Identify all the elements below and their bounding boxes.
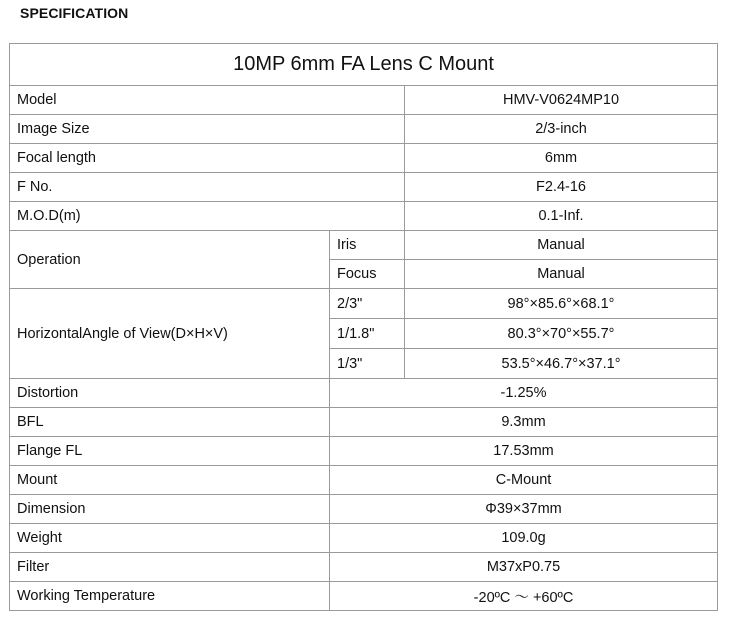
spec-sublabel: 2/3" — [330, 289, 405, 319]
spec-value: Manual — [405, 231, 718, 260]
section-heading: SPECIFICATION — [20, 5, 129, 21]
table-row — [10, 173, 718, 202]
table-row — [10, 437, 718, 466]
table-row — [10, 553, 718, 582]
table-row — [10, 86, 718, 115]
spec-label: Image Size — [10, 115, 405, 144]
spec-value: 98°×85.6°×68.1° — [405, 289, 718, 319]
angle-of-view-label: HorizontalAngle of View(D×H×V) — [10, 289, 330, 379]
spec-value: C-Mount — [330, 466, 718, 495]
spec-value: F2.4-16 — [405, 173, 718, 202]
spec-value: -1.25% — [330, 379, 718, 408]
spec-sublabel: 1/3" — [330, 349, 405, 379]
spec-label: Model — [10, 86, 405, 115]
spec-value: HMV-V0624MP10 — [405, 86, 718, 115]
spec-value: 53.5°×46.7°×37.1° — [405, 349, 718, 379]
spec-label: Mount — [10, 466, 330, 495]
specification-table — [9, 43, 718, 611]
spec-sublabel: 1/1.8" — [330, 319, 405, 349]
spec-label: F No. — [10, 173, 405, 202]
spec-label: M.O.D(m) — [10, 202, 405, 231]
spec-label: Flange FL — [10, 437, 330, 466]
table-row — [10, 524, 718, 553]
operation-label: Operation — [10, 231, 330, 289]
table-row — [10, 202, 718, 231]
spec-value: 9.3mm — [330, 408, 718, 437]
spec-label: Filter — [10, 553, 330, 582]
spec-value: 17.53mm — [330, 437, 718, 466]
spec-label: Dimension — [10, 495, 330, 524]
spec-value: 6mm — [405, 144, 718, 173]
table-row — [10, 379, 718, 408]
table-row — [10, 115, 718, 144]
table-row — [10, 231, 718, 260]
spec-value: Manual — [405, 260, 718, 289]
spec-value: 0.1-Inf. — [405, 202, 718, 231]
spec-value: -20ºC ～ +60ºC — [330, 582, 718, 611]
table-row — [10, 408, 718, 437]
spec-value: Φ39×37mm — [330, 495, 718, 524]
spec-label: Working Temperature — [10, 582, 330, 611]
table-row — [10, 289, 718, 319]
spec-label: Weight — [10, 524, 330, 553]
spec-sublabel: Iris — [330, 231, 405, 260]
spec-label: Distortion — [10, 379, 330, 408]
spec-label: BFL — [10, 408, 330, 437]
spec-sublabel: Focus — [330, 260, 405, 289]
spec-label: Focal length — [10, 144, 405, 173]
spec-value: 2/3-inch — [405, 115, 718, 144]
spec-value: 109.0g — [330, 524, 718, 553]
spec-value: 80.3°×70°×55.7° — [405, 319, 718, 349]
table-row — [10, 144, 718, 173]
table-row — [10, 582, 718, 611]
table-row — [10, 466, 718, 495]
table-row — [10, 495, 718, 524]
spec-value: M37xP0.75 — [330, 553, 718, 582]
table-title: 10MP 6mm FA Lens C Mount — [10, 44, 718, 86]
